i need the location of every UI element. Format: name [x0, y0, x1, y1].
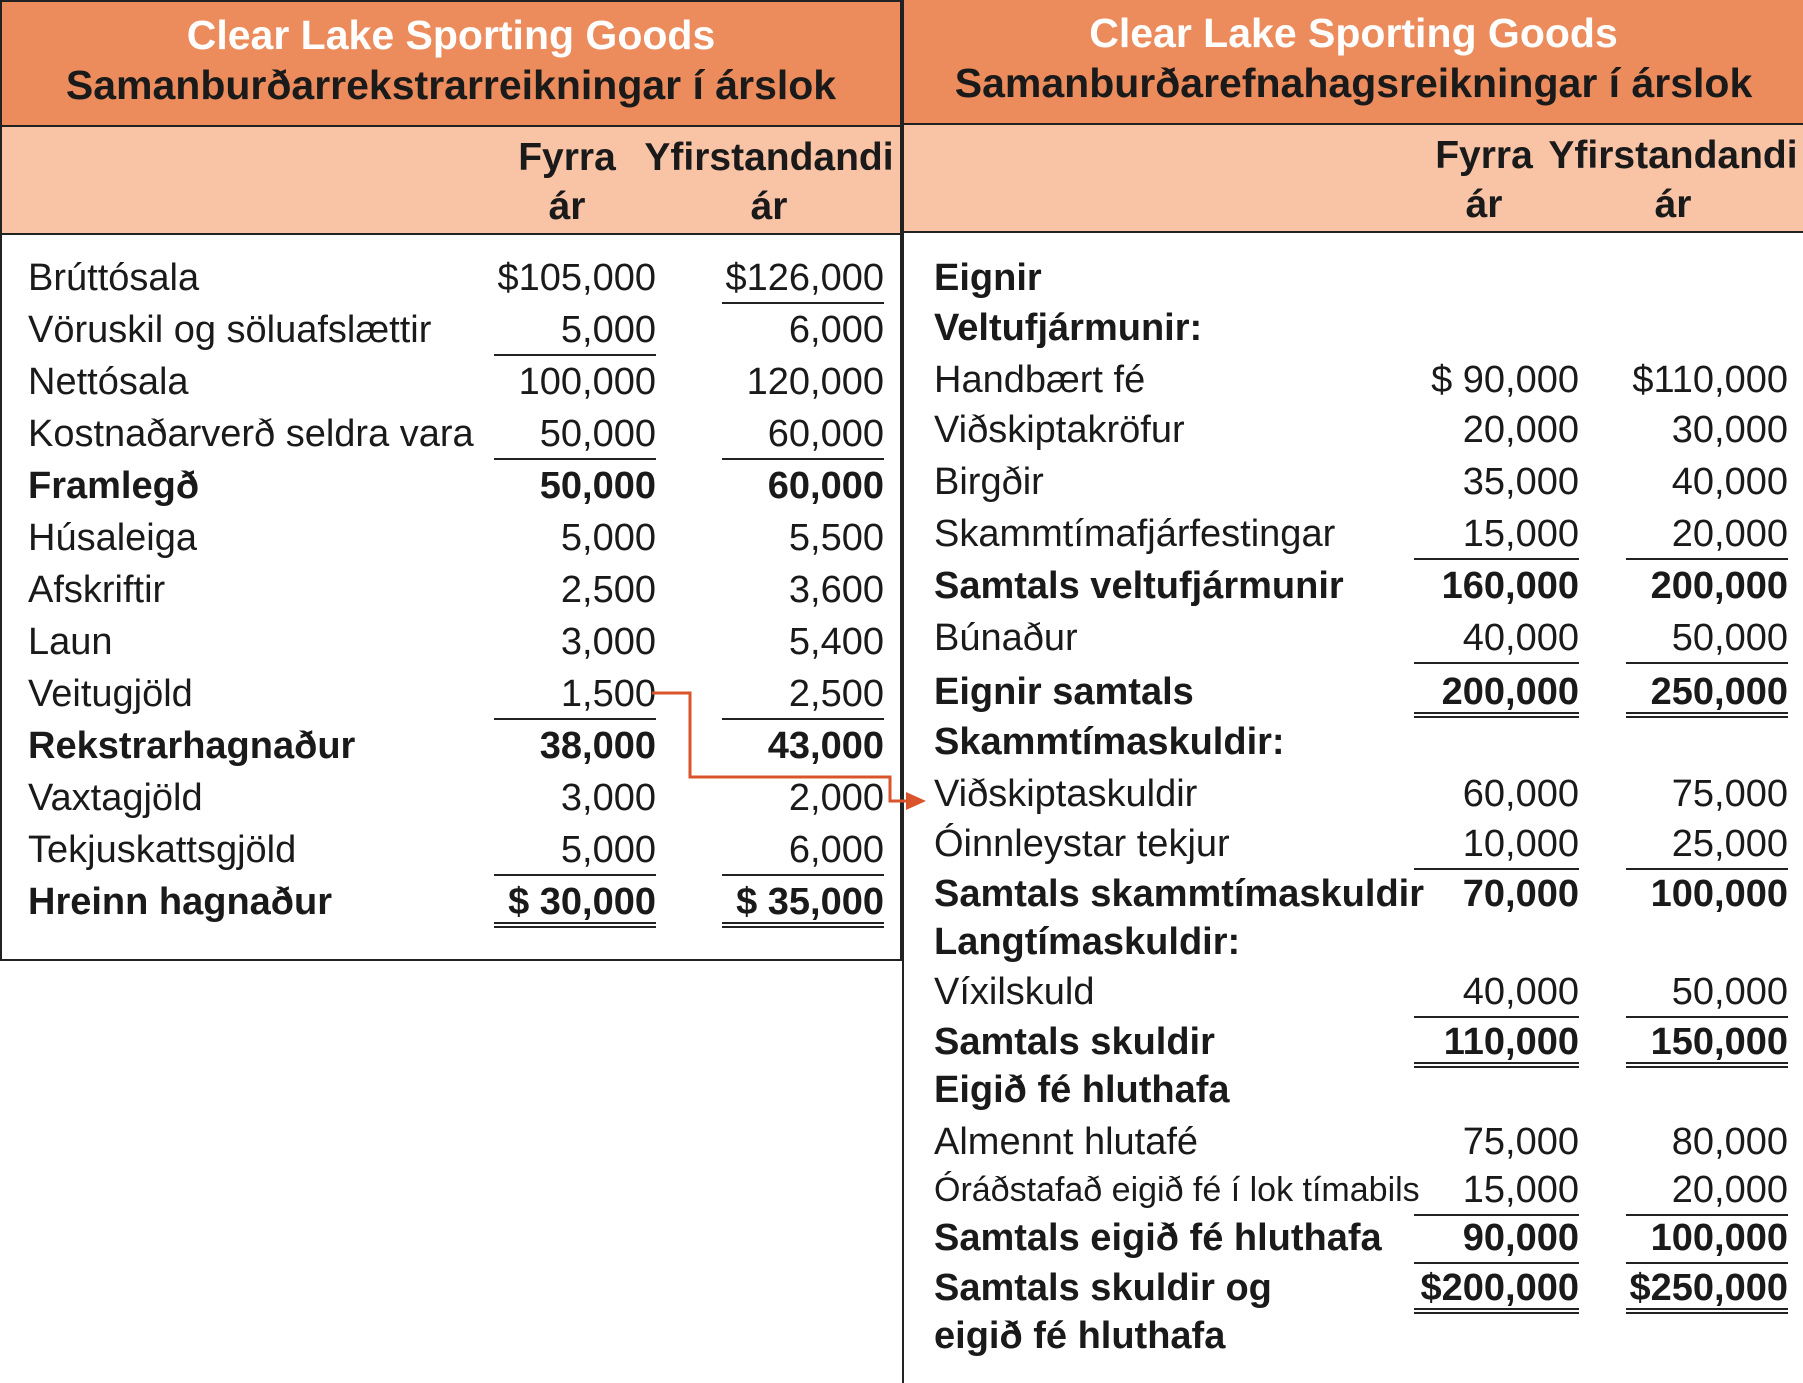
- row-value-prior: 110,000: [1414, 1016, 1579, 1068]
- row-value-prior: 70,000: [1462, 873, 1579, 915]
- row-value-prior: 100,000: [518, 361, 656, 403]
- row-value-current: $126,000: [722, 252, 884, 304]
- row-value-prior: 160,000: [1441, 565, 1579, 607]
- row-value-prior: 50,000: [494, 408, 656, 460]
- row-value-current: 20,000: [1626, 1164, 1788, 1216]
- row-label: Samtals veltufjármunir: [934, 565, 1344, 607]
- row-label: Hreinn hagnaður: [28, 881, 333, 923]
- income-statement-title: Samanburðarrekstrarreikningar í árslok: [65, 62, 837, 108]
- row-value-prior: 15,000: [1414, 508, 1579, 560]
- row-label: eigið fé hluthafa: [934, 1315, 1226, 1357]
- income-company-name: Clear Lake Sporting Goods: [186, 12, 716, 58]
- row-label: Eignir: [934, 257, 1042, 299]
- row-label: Skammtímaskuldir:: [934, 721, 1285, 763]
- row-label: Eignir samtals: [934, 671, 1194, 713]
- row-value-prior: 3,000: [560, 777, 656, 819]
- row-value-prior: 5,000: [560, 517, 656, 559]
- row-label: Veltufjármunir:: [934, 307, 1203, 349]
- row-value-current: 100,000: [1650, 873, 1788, 915]
- row-value-prior: 5,000: [494, 304, 656, 356]
- row-value-current: 200,000: [1650, 565, 1788, 607]
- row-label: Samtals skuldir og: [934, 1267, 1272, 1309]
- row-value-prior: 90,000: [1414, 1212, 1579, 1264]
- row-value-prior: 40,000: [1414, 612, 1579, 664]
- row-label: Langtímaskuldir:: [934, 921, 1241, 963]
- row-value-prior: 10,000: [1414, 818, 1579, 870]
- row-value-prior: 35,000: [1462, 461, 1579, 503]
- balance-col-prior: Fyrra ár: [1435, 134, 1533, 226]
- row-value-prior: $105,000: [497, 257, 656, 299]
- row-value-prior: $ 90,000: [1431, 359, 1579, 401]
- balance-col-current: Yfirstandandi ár: [1548, 134, 1798, 226]
- row-label: Vaxtagjöld: [28, 777, 203, 819]
- row-value-prior: $200,000: [1414, 1262, 1579, 1314]
- row-label: Skammtímafjárfestingar: [934, 513, 1336, 555]
- row-label: Brúttósala: [28, 257, 200, 299]
- row-label: Laun: [28, 621, 113, 663]
- row-value-prior: 75,000: [1462, 1121, 1579, 1163]
- row-value-prior: 5,000: [494, 824, 656, 876]
- row-value-current: 100,000: [1626, 1212, 1788, 1264]
- row-value-current: 250,000: [1626, 666, 1788, 718]
- row-value-current: 2,000: [788, 777, 884, 819]
- row-value-prior: $ 30,000: [494, 876, 656, 928]
- row-value-current: 80,000: [1671, 1121, 1788, 1163]
- row-value-prior: 38,000: [539, 725, 656, 767]
- row-value-current: 120,000: [746, 361, 884, 403]
- balance-company-name: Clear Lake Sporting Goods: [1089, 10, 1618, 56]
- row-value-current: 3,600: [788, 569, 884, 611]
- row-value-prior: 1,500: [494, 668, 656, 720]
- row-value-current: 40,000: [1671, 461, 1788, 503]
- balance-sheet-title: Samanburðarefnahagsreikningar í árslok: [954, 60, 1753, 106]
- row-value-prior: 40,000: [1414, 966, 1579, 1018]
- row-value-prior: 2,500: [560, 569, 656, 611]
- row-value-current: 6,000: [788, 309, 884, 351]
- row-value-current: 43,000: [767, 725, 884, 767]
- row-label: Vöruskil og söluafslættir: [28, 309, 432, 351]
- row-label: Birgðir: [934, 461, 1044, 503]
- row-label: Viðskiptakröfur: [934, 409, 1185, 451]
- row-value-current: 20,000: [1626, 508, 1788, 560]
- row-value-current: 25,000: [1626, 818, 1788, 870]
- row-value-current: 2,500: [722, 668, 884, 720]
- row-label: Afskriftir: [28, 569, 166, 611]
- row-label: Búnaður: [934, 617, 1078, 659]
- row-label: Almennt hlutafé: [934, 1121, 1199, 1163]
- row-value-current: 30,000: [1671, 409, 1788, 451]
- row-value-current: 5,500: [788, 517, 884, 559]
- row-value-current: 75,000: [1671, 773, 1788, 815]
- row-value-prior: 50,000: [539, 465, 656, 507]
- row-value-prior: 15,000: [1414, 1164, 1579, 1216]
- row-label: Nettósala: [28, 361, 189, 403]
- row-value-prior: 3,000: [560, 621, 656, 663]
- row-value-current: $ 35,000: [722, 876, 884, 928]
- row-value-prior: 60,000: [1462, 773, 1579, 815]
- row-label: Samtals skammtímaskuldir: [934, 873, 1425, 915]
- row-label: Óinnleystar tekjur: [934, 823, 1230, 865]
- row-value-current: $110,000: [1632, 359, 1788, 401]
- row-label: Samtals eigið fé hluthafa: [934, 1217, 1382, 1259]
- row-label: Tekjuskattsgjöld: [28, 829, 297, 871]
- row-label: Kostnaðarverð seldra vara: [28, 413, 474, 455]
- row-value-current: 6,000: [722, 824, 884, 876]
- row-label: Eigið fé hluthafa: [934, 1069, 1230, 1111]
- row-value-current: 50,000: [1626, 966, 1788, 1018]
- row-value-prior: 20,000: [1462, 409, 1579, 451]
- row-label: Víxilskuld: [934, 971, 1095, 1013]
- row-value-current: 60,000: [722, 408, 884, 460]
- row-label: Samtals skuldir: [934, 1021, 1215, 1063]
- row-label: Óráðstafað eigið fé í lok tímabils: [934, 1171, 1420, 1209]
- row-value-current: 5,400: [788, 621, 884, 663]
- row-label: Veitugjöld: [28, 673, 193, 715]
- income-col-current: Yfirstandandi ár: [644, 136, 894, 228]
- row-value-current: $250,000: [1626, 1262, 1788, 1314]
- income-col-prior: Fyrra ár: [518, 136, 616, 228]
- row-label: Viðskiptaskuldir: [934, 773, 1198, 815]
- row-label: Framlegð: [28, 465, 200, 507]
- row-value-current: 60,000: [767, 465, 884, 507]
- row-label: Rekstrarhagnaður: [28, 725, 356, 767]
- row-value-current: 50,000: [1626, 612, 1788, 664]
- row-label: Húsaleiga: [28, 517, 197, 559]
- row-value-current: 150,000: [1626, 1016, 1788, 1068]
- row-label: Handbært fé: [934, 359, 1146, 401]
- row-value-prior: 200,000: [1414, 666, 1579, 718]
